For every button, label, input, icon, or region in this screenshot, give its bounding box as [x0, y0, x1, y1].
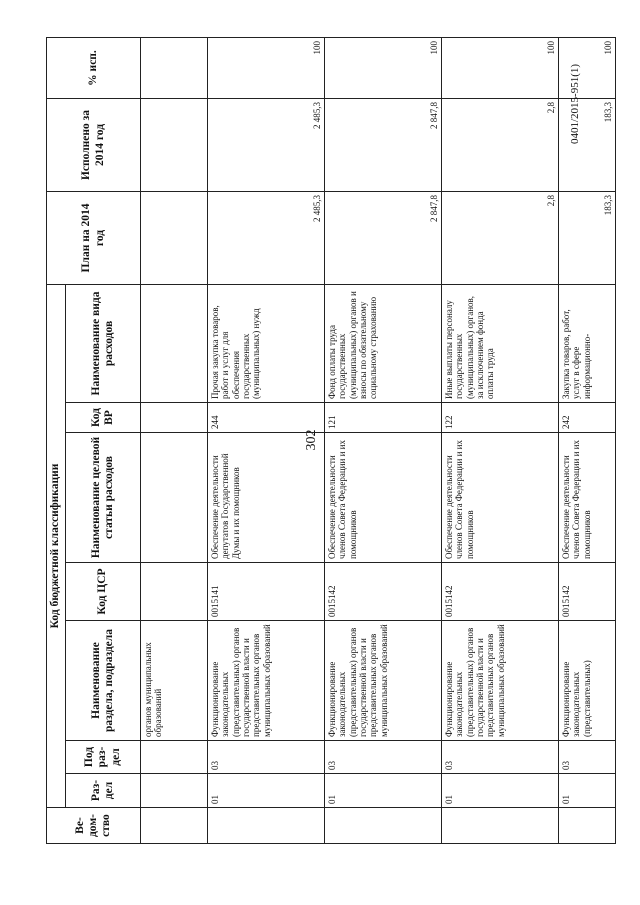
- rotated-page-content: [46, 38, 613, 844]
- cell-kod-vr: 244: [208, 403, 325, 433]
- cell-vedomstvo: [141, 808, 208, 844]
- cell-naim-celevoy: Обеспечение деятельности членов Совета Федерации и их помощников: [442, 433, 559, 563]
- table-row: [208, 38, 325, 844]
- cell-kod-vr: 122: [442, 403, 559, 433]
- header-podrazdel: Под раз-дел: [66, 741, 141, 774]
- cell-razdel: 01: [559, 774, 616, 808]
- cell-kod-csr: 0015142: [442, 563, 559, 621]
- cell-kod-vr: 121: [325, 403, 442, 433]
- cell-ispolneno: 2 847,8: [325, 99, 442, 192]
- header-naim-celevoy: Наименование целевой статьи расходов: [66, 433, 141, 563]
- cell-razdel: 01: [325, 774, 442, 808]
- budget-classification-table: [46, 37, 616, 844]
- header-vedomstvo: Ве-дом-ство: [47, 808, 141, 844]
- cell-razdel: 01: [208, 774, 325, 808]
- cell-naim-celevoy: Обеспечение деятельности членов Совета Федерации и их помощников: [325, 433, 442, 563]
- page-number: 302: [304, 429, 319, 451]
- header-kod-csr: Код ЦСР: [66, 563, 141, 621]
- cell-vedomstvo: [208, 808, 325, 844]
- cell-percent: 100: [325, 38, 442, 99]
- cell-percent: 100: [208, 38, 325, 99]
- cell-kod-vr: [141, 403, 208, 433]
- cell-razdel: [141, 774, 208, 808]
- cell-naim-vida: [141, 285, 208, 403]
- cell-naim-celevoy: [141, 433, 208, 563]
- cell-naim-razdela: органов муниципальных образований: [141, 621, 208, 741]
- cell-kod-vr: 242: [559, 403, 616, 433]
- cell-podrazdel: 03: [442, 741, 559, 774]
- cell-podrazdel: [141, 741, 208, 774]
- document-code: 0401/2015-951(1): [569, 63, 581, 145]
- cell-naim-vida: Фонд оплаты труда государственных (муниципальных) органов и взносы по обязательному социальному страхованию: [325, 285, 442, 403]
- header-row-group: [47, 38, 66, 844]
- cell-kod-csr: 0015141: [208, 563, 325, 621]
- cell-naim-vida: Закупка товаров, работ, услуг в сфере информационно-: [559, 285, 616, 403]
- cell-naim-razdela: Функционирование законодательных (представительных) органов государственной власти и представительных органов муниципальных образований: [208, 621, 325, 741]
- header-naim-vida: Наименование вида расходов: [66, 285, 141, 403]
- cell-vedomstvo: [442, 808, 559, 844]
- cell-percent: 100: [442, 38, 559, 99]
- cell-razdel: 01: [442, 774, 559, 808]
- cell-ispolneno: 2,8: [442, 99, 559, 192]
- header-ispolneno: Исполнено за 2014 год: [47, 99, 141, 192]
- budget-table-container: [46, 38, 613, 844]
- cell-plan: [141, 192, 208, 285]
- cell-plan: 183,3: [559, 192, 616, 285]
- table-row: [141, 38, 208, 844]
- cell-percent: 100: [559, 38, 616, 99]
- cell-plan: 2 485,3: [208, 192, 325, 285]
- cell-naim-vida: Иные выплаты персоналу государственных (муниципальных) органов, за исключением фонда оплаты труда: [442, 285, 559, 403]
- cell-naim-celevoy: Обеспечение деятельности членов Совета Федерации и их помощников: [559, 433, 616, 563]
- cell-ispolneno: [141, 99, 208, 192]
- cell-kod-csr: [141, 563, 208, 621]
- header-naim-razdela: Наименование раздела, подраздела: [66, 621, 141, 741]
- table-row: [442, 38, 559, 844]
- cell-plan: 2 847,8: [325, 192, 442, 285]
- cell-podrazdel: 03: [559, 741, 616, 774]
- cell-vedomstvo: [559, 808, 616, 844]
- header-kod-vr: Код ВР: [66, 403, 141, 433]
- header-razdel: Раз-дел: [66, 774, 141, 808]
- cell-naim-razdela: Функционирование законодательных (представительных) органов государственной власти и представительных органов муниципальных образований: [442, 621, 559, 741]
- cell-podrazdel: 03: [325, 741, 442, 774]
- cell-podrazdel: 03: [208, 741, 325, 774]
- header-group-budget-classification: Код бюджетной классификации: [47, 285, 66, 808]
- cell-kod-csr: 0015142: [325, 563, 442, 621]
- cell-percent: [141, 38, 208, 99]
- cell-vedomstvo: [325, 808, 442, 844]
- cell-plan: 2,8: [442, 192, 559, 285]
- table-row: [559, 38, 616, 844]
- cell-kod-csr: 0015142: [559, 563, 616, 621]
- header-plan: План на 2014 год: [47, 192, 141, 285]
- header-percent: % исп.: [47, 38, 141, 99]
- cell-naim-razdela: Функционирование законодательных (представительных) органов государственной власти и представительных органов муниципальных образований: [325, 621, 442, 741]
- cell-ispolneno: 2 485,3: [208, 99, 325, 192]
- cell-naim-celevoy: Обеспечение деятельности депутатов Государственной Думы и их помощников: [208, 433, 325, 563]
- cell-ispolneno: 183,3: [559, 99, 616, 192]
- cell-naim-razdela: Функционирование законодательных (представительных): [559, 621, 616, 741]
- cell-naim-vida: Прочая закупка товаров, работ и услуг для обеспечения государственных (муниципальных) нужд: [208, 285, 325, 403]
- table-row: [325, 38, 442, 844]
